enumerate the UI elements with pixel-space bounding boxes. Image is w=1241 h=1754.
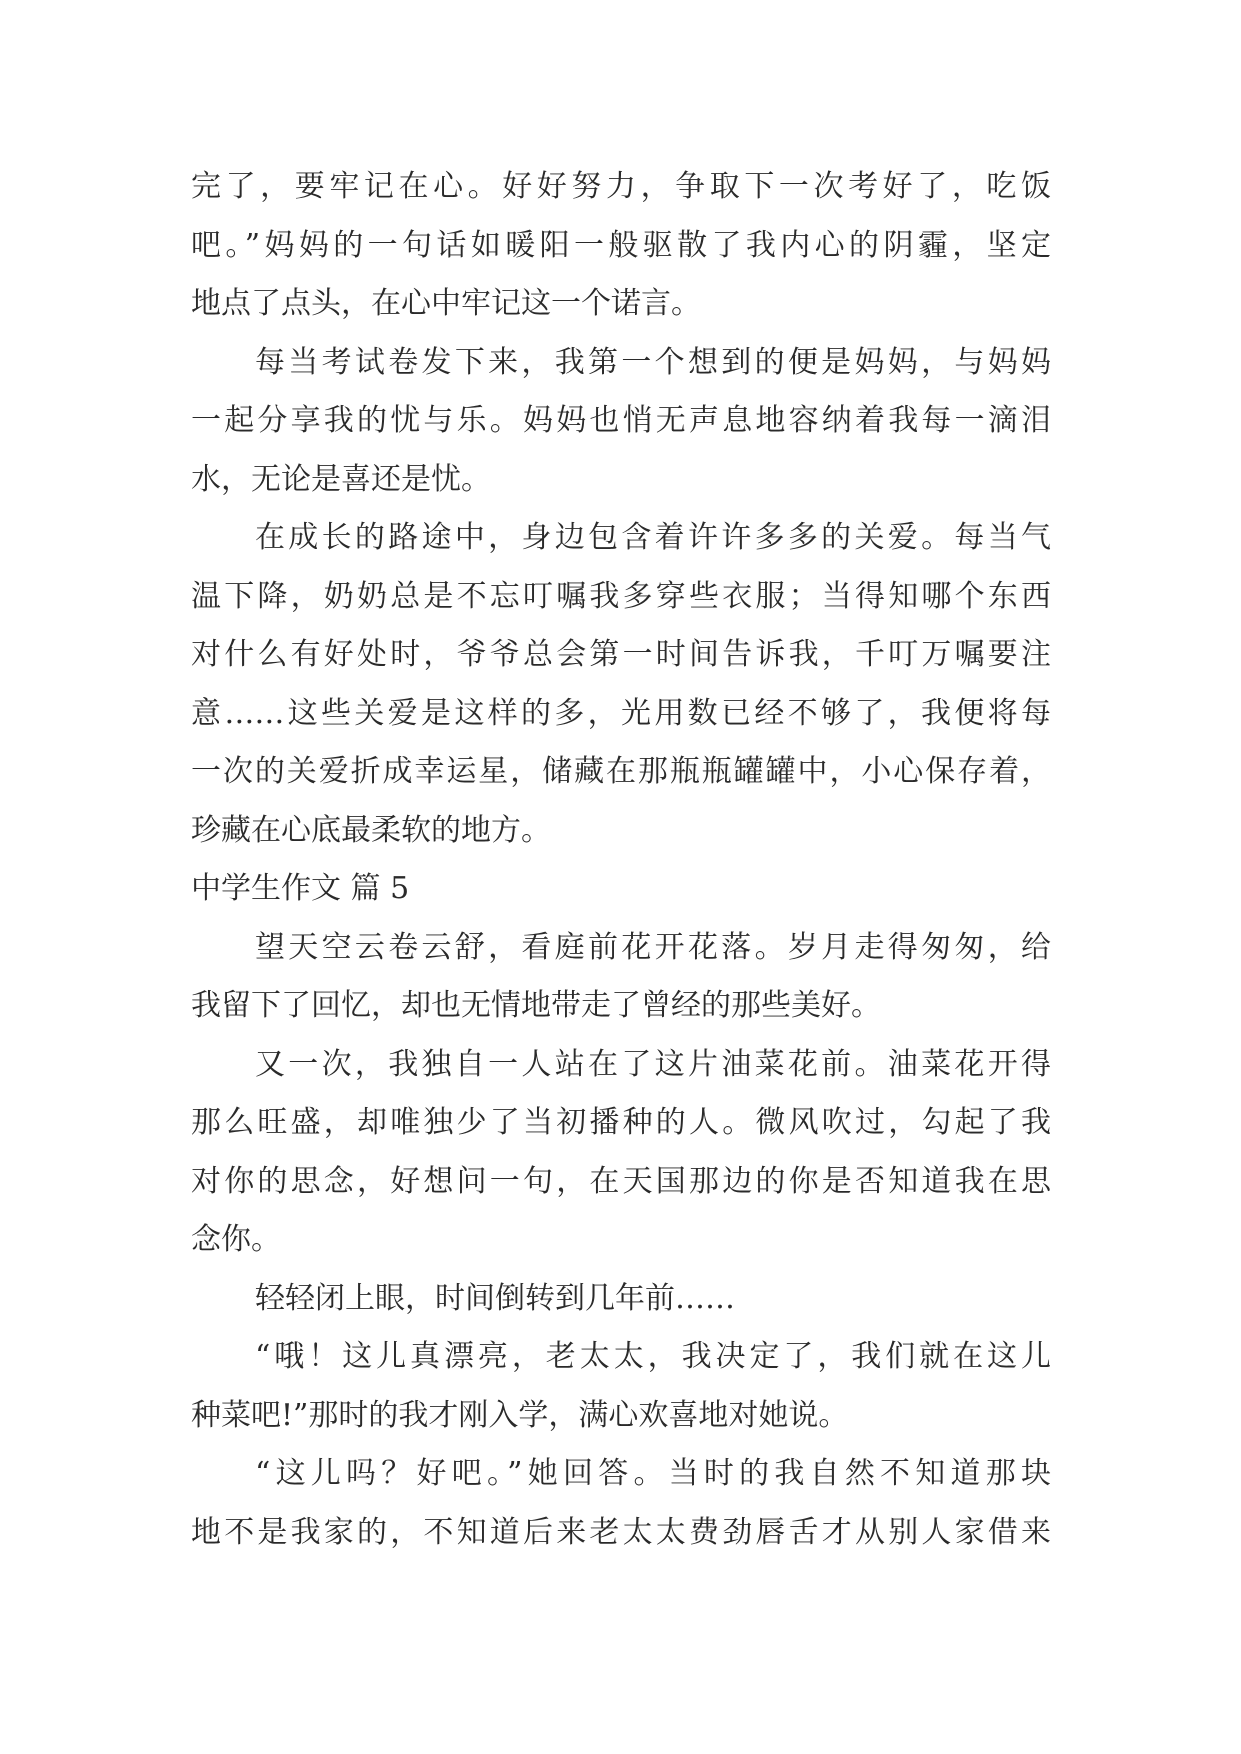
text-line: 轻轻闭上眼，时间倒转到几年前…… (255, 1280, 735, 1316)
paragraph (191, 509, 1051, 860)
paragraph (191, 1328, 1051, 1445)
text-line: 珍藏在心底最柔软的地方。 (191, 812, 551, 848)
paragraph (191, 1270, 1051, 1329)
body-text-part-1 (191, 158, 1051, 860)
text-line: 完了，要牢记在心。好好努力，争取下一次考好了，吃饭 (191, 169, 1051, 204)
text-line: 地不是我家的，不知道后来老太太费劲唇舌才从别人家借来 (191, 1514, 1051, 1550)
text-line: 在成长的路途中，身边包含着许许多多的关爱。每当气 (255, 520, 1051, 555)
text-line: 那么旺盛，却唯独少了当初播种的人。微风吹过，勾起了我 (191, 1105, 1051, 1140)
document-page (191, 158, 1051, 1562)
text-line: 一起分享我的忧与乐。妈妈也悄无声息地容纳着我每一滴泪 (191, 403, 1051, 438)
paragraph (191, 1036, 1051, 1270)
text-line: 念你。 (191, 1222, 281, 1257)
paragraph (191, 1445, 1051, 1562)
text-line: “这儿吗？好吧。”她回答。当时的我自然不知道那块 (255, 1456, 1051, 1491)
text-line: 温下降，奶奶总是不忘叮嘱我多穿些衣服；当得知哪个东西 (191, 578, 1051, 614)
text-line: 对你的思念，好想问一句，在天国那边的你是否知道我在思 (191, 1163, 1051, 1199)
text-line: 又一次，我独自一人站在了这片油菜花前。油菜花开得 (255, 1046, 1051, 1082)
text-line: 地点了点头，在心中牢记这一个诺言。 (191, 286, 701, 321)
text-line: 我留下了回忆，却也无情地带走了曾经的那些美好。 (191, 988, 881, 1023)
paragraph (191, 334, 1051, 510)
text-line: 意……这些关爱是这样的多，光用数已经不够了，我便将每 (191, 695, 1051, 731)
text-line: 对什么有好处时，爷爷总会第一时间告诉我，千叮万嘱要注 (191, 637, 1051, 672)
text-line: 一次的关爱折成幸运星，储藏在那瓶瓶罐罐中，小心保存着， (191, 754, 1051, 789)
text-line: “哦！这儿真漂亮，老太太，我决定了，我们就在这儿 (255, 1339, 1051, 1374)
paragraph (191, 919, 1051, 1036)
text-line: 望天空云卷云舒，看庭前花开花落。岁月走得匆匆，给 (255, 929, 1051, 965)
section-title: 中学生作文 篇 5 (191, 871, 410, 906)
text-line: 吧。”妈妈的一句话如暖阳一般驱散了我内心的阴霾，坚定 (191, 227, 1051, 263)
paragraph (191, 158, 1051, 334)
text-line: 水，无论是喜还是忧。 (191, 461, 491, 497)
body-text-part-2 (191, 919, 1051, 1563)
text-line: 种菜吧!”那时的我才刚入学，满心欢喜地对她说。 (191, 1397, 849, 1433)
text-line: 每当考试卷发下来，我第一个想到的便是妈妈，与妈妈 (255, 344, 1051, 380)
